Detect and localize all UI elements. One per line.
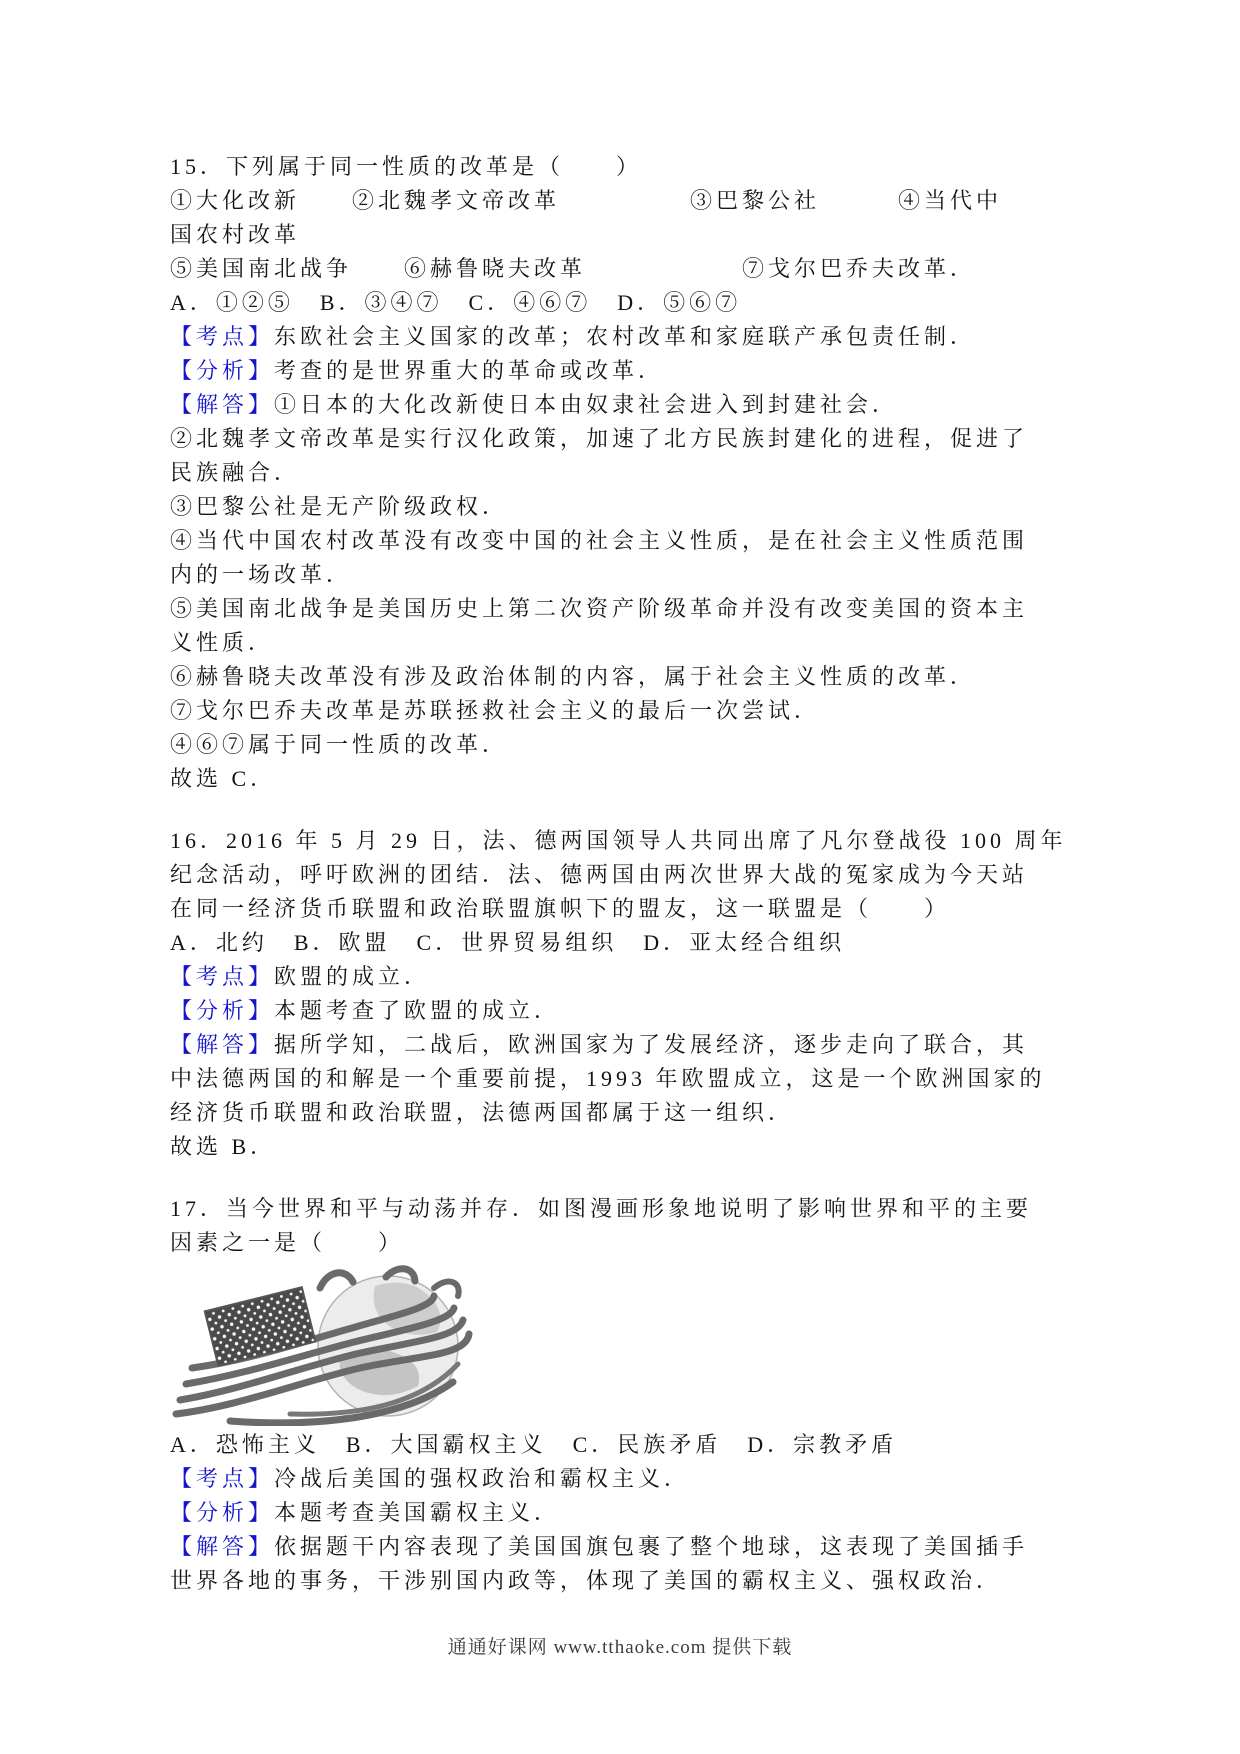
us-flag-wrapping-globe-cartoon [170,1264,505,1426]
q15-items-row-2: 国农村改革 [170,222,301,247]
q15-items-row-3: ⑤美国南北战争 ⑥赫鲁晓夫改革 ⑦戈尔巴乔夫改革． [170,256,977,281]
q15-jieda-cont: ②北魏孝文帝改革是实行汉化政策，加速了北方民族封建化的进程，促进了 [170,426,1029,451]
q15-jieda-cont: ⑥赫鲁晓夫改革没有涉及政治体制的内容，属于社会主义性质的改革． [170,664,977,689]
q15-jieda-cont: 义性质． [170,630,275,655]
question-17 [170,1192,1075,1598]
q15-jieda-cont: ④⑥⑦属于同一性质的改革． [170,732,509,757]
q15-kaodian-line [170,320,1075,354]
jieda-tag: 【解答】 [170,392,275,417]
q17-options: A．恐怖主义 B．大国霸权主义 C．民族矛盾 D．宗教矛盾 [170,1432,898,1457]
q15-answer: 故选 C． [170,766,277,791]
q15-jieda-line [170,388,1075,422]
q17-jieda-text: 依据题干内容表现了美国国旗包裹了整个地球，这表现了美国插手 [274,1534,1029,1559]
fenxi-tag: 【分析】 [170,1500,275,1525]
q15-fenxi-line [170,354,1075,388]
question-15 [170,150,1075,796]
q16-jieda-line [170,1028,1075,1062]
q16-jieda-cont: 中法德两国的和解是一个重要前提，1993 年欧盟成立，这是一个欧洲国家的 [170,1066,1046,1091]
q15-jieda-cont: 民族融合． [170,460,301,485]
q17-stem: 17．当今世界和平与动荡并存．如图漫画形象地说明了影响世界和平的主要 [170,1196,1033,1221]
q17-fenxi-line [170,1496,1075,1530]
q15-jieda-cont: ④当代中国农村改革没有改变中国的社会主义性质，是在社会主义性质范围 [170,528,1029,553]
q17-jieda-cont: 世界各地的事务，干涉别国内政等，体现了美国的霸权主义、强权政治． [170,1568,1003,1593]
q16-stem: 16．2016 年 5 月 29 日，法、德两国领导人共同出席了凡尔登战役 100 周年 [170,828,1067,853]
q16-answer: 故选 B． [170,1134,277,1159]
fenxi-tag: 【分析】 [170,998,275,1023]
q16-stem: 纪念活动，呼吁欧洲的团结．法、德两国由两次世界大战的冤家成为今天站 [170,862,1029,887]
q16-options: A．北约 B．欧盟 C．世界贸易组织 D．亚太经合组织 [170,930,846,955]
q17-fenxi-text: 本题考查美国霸权主义． [274,1500,561,1525]
jieda-tag: 【解答】 [170,1534,275,1559]
kaodian-tag: 【考点】 [170,964,275,989]
q16-jieda-text: 据所学知，二战后，欧洲国家为了发展经济，逐步走向了联合，其 [274,1032,1029,1057]
q16-fenxi-line [170,994,1075,1028]
q17-kaodian-line [170,1462,1075,1496]
kaodian-tag: 【考点】 [170,324,275,349]
q15-stem: 15．下列属于同一性质的改革是（ ） [170,154,643,179]
q17-stem: 因素之一是（ ） [170,1230,405,1255]
q15-jieda-cont: 内的一场改革． [170,562,353,587]
page-footer [0,1632,1240,1659]
q16-jieda-cont: 经济货币联盟和政治联盟，法德两国都属于这一组织． [170,1100,795,1125]
footer-watermark-text: 通通好课网 www.tthaoke.com 提供下载 [447,1637,793,1658]
q15-options: A．①②⑤ B．③④⑦ C．④⑥⑦ D．⑤⑥⑦ [170,290,742,315]
kaodian-tag: 【考点】 [170,1466,275,1491]
q16-stem: 在同一经济货币联盟和政治联盟旗帜下的盟友，这一联盟是（ ） [170,896,951,921]
cartoon-svg [170,1264,505,1426]
q15-kaodian-text: 东欧社会主义国家的改革；农村改革和家庭联产承包责任制． [274,324,977,349]
q15-items-row-1: ①大化改新 ②北魏孝文帝改革 ③巴黎公社 ④当代中 [170,188,1003,213]
page-content [170,150,1075,1598]
jieda-tag: 【解答】 [170,1032,275,1057]
question-16 [170,824,1075,1164]
q15-fenxi-text: 考查的是世界重大的革命或改革． [274,358,665,383]
q16-kaodian-text: 欧盟的成立． [274,964,431,989]
q16-fenxi-text: 本题考查了欧盟的成立． [274,998,561,1023]
q17-jieda-line [170,1530,1075,1564]
q15-jieda-cont: ⑤美国南北战争是美国历史上第二次资产阶级革命并没有改变美国的资本主 [170,596,1029,621]
fenxi-tag: 【分析】 [170,358,275,383]
q15-jieda-text: ①日本的大化改新使日本由奴隶社会进入到封建社会． [274,392,899,417]
q15-jieda-cont: ⑦戈尔巴乔夫改革是苏联拯救社会主义的最后一次尝试． [170,698,821,723]
q16-kaodian-line [170,960,1075,994]
q15-jieda-cont: ③巴黎公社是无产阶级政权． [170,494,509,519]
q17-kaodian-text: 冷战后美国的强权政治和霸权主义． [274,1466,691,1491]
